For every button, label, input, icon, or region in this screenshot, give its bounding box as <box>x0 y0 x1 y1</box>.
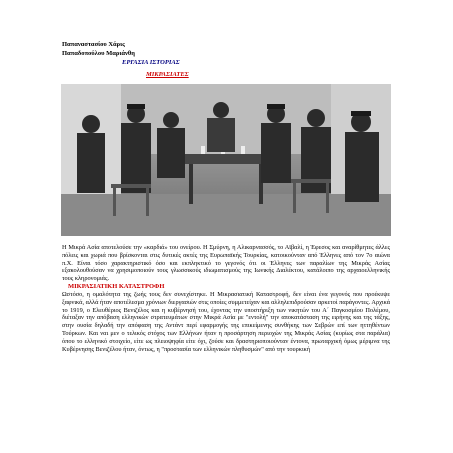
document-title: ΜΙΚΡΑΣΙΑΤΕΣ <box>146 71 189 78</box>
document-subtitle: ΕΡΓΑΣΙΑ ΙΣΤΟΡΙΑΣ <box>122 59 180 66</box>
author-name-2: Παπαδοπούλου Μαριάνθη <box>62 50 135 57</box>
photo-men-at-table-icon <box>61 84 391 236</box>
section-heading: ΜΙΚΡΑΣΙΑΤΙΚΗ ΚΑΤΑΣΤΡΟΦΗ <box>68 282 165 290</box>
author-name-1: Παπαναστασίου Χάρις <box>62 41 125 48</box>
author-block <box>62 40 262 58</box>
body-text <box>62 244 390 353</box>
historical-photo <box>61 84 391 236</box>
paragraph-intro: Η Μικρά Ασία αποτελούσε την «καρδιά» του ονείρου. Η Σμύρνη, η Αλικαρνασσός, το Αϊβαλί, η Έφεσος και αναρίθμητες άλλες πόλεις και χωριά που βρίσκονται στις δυτικές ακτές της Ευρωπαϊκής Τουρκίας, κατοικούνταν από Έλληνες από τον 7ο αιώνα π.Χ. Είναι τόσο χαρακτηριστικό όσο και εκπληκτικό το γεγονός ότι οι Έλληνες των παραλίων της Μικράς Ασίας εξακολουθούσαν να χρησιμοποιούν τους γλωσσικούς ιδιωματισμούς της Ιωνικής Διαλέκτου, κατάλοιπο της αρχαιοελληνικής τους κληρονομιάς. <box>62 244 390 283</box>
paragraph-catastrophe: Ωστόσο, η ομαλότητα της ζωής τους δεν συνεχίστηκε. Η Μικρασιατική Καταστροφή, δεν είναι ένα γεγονός που προέκυψε ξαφνικά, αλλά ήταν αποτέλεσμα χρόνιων διεργασιών στις οποίες συμμετείχαν και αλληλεπιδρούσαν αρκετοί παράγοντες. Αρχικά το 1919, ο Ελευθέριος Βενιζέλος και η κυβέρνησή του, έχοντας την υποστήριξη των νικητών του Α΄ Παγκοσμίου Πολέμου, διέταξαν την απόβαση ελληνικών στρατευμάτων στην Μικρά Ασία με "εντολή" την αποκατάσταση της ειρήνης και της τάξης, στην ουσία δηλαδή την απόφαση της Αντάντ περί εφαρμογής της επικείμενης συνθήκης των Σεβρών επί των ηττηθέντων Τούρκων. Και ναι μεν ο τελικός στόχος των Ελλήνων ήταν η προσάρτηση περιοχών της Μικράς Ασίας (κυρίως στα παράλια) όπου το ελληνικό στοιχείο, είτε ως πλειοψηφία είτε όχι, ζούσε και δραστηριοποιούνταν έντονα, πρωταρχική όμως μέριμνα της Κυβέρνησης Βενιζέλου ήταν, όντως, η "προστασία των ελληνικών πληθυσμών" από την τουρκική <box>62 290 390 353</box>
